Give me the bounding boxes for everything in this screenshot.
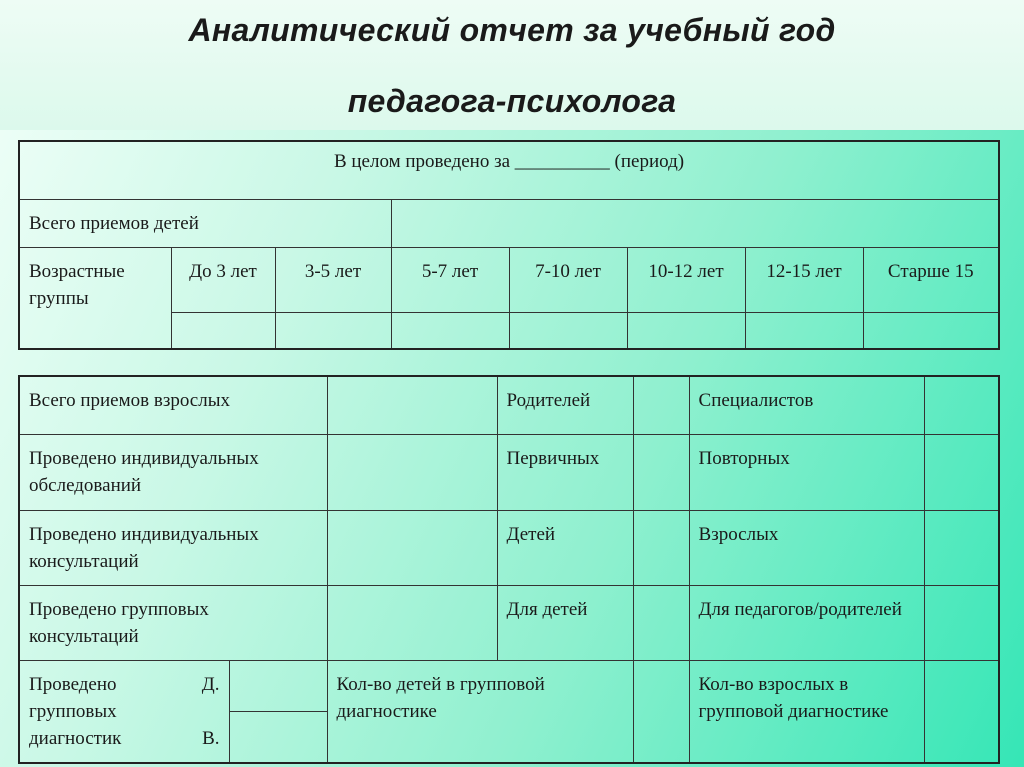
subcategory-label: Родителей	[497, 376, 633, 434]
value-cell[interactable]	[924, 660, 999, 763]
age-group-value[interactable]	[863, 312, 999, 349]
age-groups-label: Возрастные группы	[19, 247, 171, 349]
adults-group-label: Кол-во взрослых в групповой диагностике	[689, 660, 924, 763]
row-label: Всего приемов взрослых	[19, 376, 327, 434]
age-group-value[interactable]	[391, 312, 509, 349]
subcategory-label: Повторных	[689, 434, 924, 510]
marker-v: В.	[202, 727, 220, 749]
value-cell[interactable]	[924, 585, 999, 660]
subcategory-label: Взрослых	[689, 510, 924, 585]
age-group-header: 7-10 лет	[509, 247, 627, 312]
marker-d: Д.	[201, 673, 220, 695]
subcategory-label: Детей	[497, 510, 633, 585]
age-group-header: 5-7 лет	[391, 247, 509, 312]
subcategory-label: Для детей	[497, 585, 633, 660]
row-label: Проведено индивидуальных консультаций	[19, 510, 327, 585]
value-cell[interactable]	[327, 376, 497, 434]
value-cell[interactable]	[327, 434, 497, 510]
age-group-value[interactable]	[275, 312, 391, 349]
period-header: В целом проведено за __________ (период)	[19, 141, 999, 199]
report-title-line-1: Аналитический отчет за учебный год	[188, 12, 836, 48]
label-line: групповых	[29, 700, 117, 722]
subcategory-label: Специалистов	[689, 376, 924, 434]
report-title-line-2: педагога-психолога	[347, 83, 677, 119]
label-line: диагностик	[29, 727, 122, 749]
row-label: Проведено индивидуальных обследований	[19, 434, 327, 510]
age-group-value[interactable]	[171, 312, 275, 349]
value-cell[interactable]	[924, 434, 999, 510]
age-group-header: 3-5 лет	[275, 247, 391, 312]
value-cell[interactable]	[924, 376, 999, 434]
age-group-header: 12-15 лет	[745, 247, 863, 312]
adults-diagnostics-value[interactable]	[229, 712, 327, 763]
age-group-value[interactable]	[509, 312, 627, 349]
total-children-value[interactable]	[391, 199, 999, 247]
value-cell[interactable]	[633, 660, 689, 763]
children-group-label: Кол-во детей в групповой диагностике	[327, 660, 633, 763]
total-children-label: Всего приемов детей	[19, 199, 391, 247]
title-area	[0, 0, 1024, 130]
value-cell[interactable]	[633, 585, 689, 660]
value-cell[interactable]	[633, 376, 689, 434]
row-label: Проведено групповых консультаций	[19, 585, 327, 660]
age-group-value[interactable]	[627, 312, 745, 349]
label-line: Проведено	[29, 673, 117, 695]
value-cell[interactable]	[633, 434, 689, 510]
group-diagnostics-label	[19, 660, 229, 763]
subcategory-label: Первичных	[497, 434, 633, 510]
age-group-header: До 3 лет	[171, 247, 275, 312]
children-diagnostics-value[interactable]	[229, 660, 327, 712]
age-group-header: 10-12 лет	[627, 247, 745, 312]
value-cell[interactable]	[327, 585, 497, 660]
value-cell[interactable]	[327, 510, 497, 585]
age-group-header: Старше 15	[863, 247, 999, 312]
children-reception-table	[18, 140, 1000, 350]
age-group-value[interactable]	[745, 312, 863, 349]
adults-reception-table	[18, 375, 1000, 764]
value-cell[interactable]	[924, 510, 999, 585]
value-cell[interactable]	[633, 510, 689, 585]
subcategory-label: Для педагогов/родителей	[689, 585, 924, 660]
